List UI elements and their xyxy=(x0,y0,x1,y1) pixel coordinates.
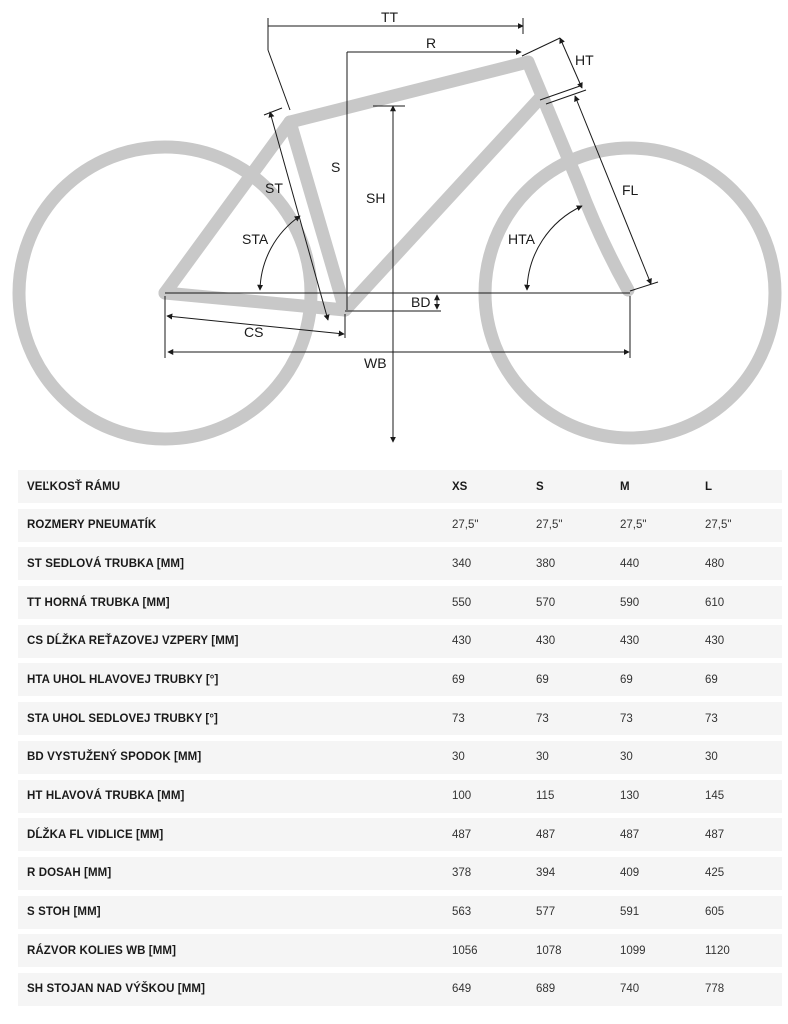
row-value: 30 xyxy=(705,751,718,764)
row-value: 430 xyxy=(536,635,556,648)
row-value: 69 xyxy=(620,673,633,686)
row-value: 487 xyxy=(452,828,472,841)
label-sh: SH xyxy=(366,190,386,206)
row-value: 430 xyxy=(452,635,472,648)
row-value: 740 xyxy=(620,983,640,996)
row-label: TT HORNÁ TRUBKA [MM] xyxy=(27,596,170,609)
row-value: 69 xyxy=(536,673,549,686)
row-value: 440 xyxy=(620,557,640,570)
row-value: 487 xyxy=(536,828,556,841)
row-value: 1120 xyxy=(705,944,730,957)
row-value: 649 xyxy=(452,983,472,996)
row-value: 591 xyxy=(620,906,640,919)
row-value: 487 xyxy=(620,828,640,841)
row-value: 73 xyxy=(705,712,718,725)
row-value: 73 xyxy=(620,712,633,725)
row-value: 27,5" xyxy=(536,519,563,532)
row-value: 563 xyxy=(452,906,472,919)
row-value: 378 xyxy=(452,867,472,880)
row-label: S STOH [MM] xyxy=(27,906,101,919)
size-header: M xyxy=(620,480,630,493)
size-header: L xyxy=(705,480,713,493)
table-row xyxy=(18,547,782,580)
row-value: 130 xyxy=(620,790,640,802)
table-row xyxy=(18,934,782,967)
row-value: 27,5" xyxy=(705,519,732,532)
row-label: BD VYSTUŽENÝ SPODOK [MM] xyxy=(27,751,202,764)
row-label: STA UHOL SEDLOVEJ TRUBKY [°] xyxy=(27,712,218,725)
row-value: 30 xyxy=(620,751,633,764)
row-value: 689 xyxy=(536,983,556,996)
table-row xyxy=(18,663,782,696)
table-row xyxy=(18,896,782,929)
header-label: VEĽKOSŤ RÁMU xyxy=(27,480,121,493)
row-label: DĹŽKA FL VIDLICE [MM] xyxy=(27,828,164,841)
row-value: 145 xyxy=(705,790,725,802)
label-ht: HT xyxy=(575,52,594,68)
label-wb: WB xyxy=(364,355,387,371)
table-row xyxy=(18,857,782,890)
row-label: RÁZVOR KOLIES WB [MM] xyxy=(27,944,177,957)
row-label: SH STOJAN NAD VÝŠKOU [MM] xyxy=(27,983,205,996)
label-sta: STA xyxy=(242,231,269,247)
row-value: 1078 xyxy=(536,944,562,957)
row-value: 550 xyxy=(452,596,472,609)
row-value: 778 xyxy=(705,983,725,996)
row-value: 73 xyxy=(452,712,465,725)
row-value: 590 xyxy=(620,596,640,609)
row-value: 115 xyxy=(536,790,555,802)
row-value: 380 xyxy=(536,557,556,570)
label-bd: BD xyxy=(411,294,431,310)
geometry-table xyxy=(18,470,782,1012)
row-label: R DOSAH [MM] xyxy=(27,867,112,880)
row-value: 30 xyxy=(536,751,549,764)
row-value: 100 xyxy=(452,790,472,802)
label-r: R xyxy=(426,35,437,51)
row-value: 605 xyxy=(705,906,725,919)
row-value: 610 xyxy=(705,596,725,609)
row-value: 480 xyxy=(705,557,725,570)
row-value: 570 xyxy=(536,596,556,609)
row-value: 27,5" xyxy=(620,519,647,532)
row-value: 1099 xyxy=(620,944,646,957)
row-label: ROZMERY PNEUMATÍK xyxy=(27,519,157,532)
table-row xyxy=(18,780,782,813)
table-header-row xyxy=(18,470,782,503)
row-value: 430 xyxy=(620,635,640,648)
label-fl: FL xyxy=(622,182,639,198)
row-value: 27,5" xyxy=(452,519,479,532)
label-hta: HTA xyxy=(508,231,535,247)
table-row xyxy=(18,818,782,851)
row-value: 577 xyxy=(536,906,556,919)
row-label: HTA UHOL HLAVOVEJ TRUBKY [°] xyxy=(27,673,219,686)
label-s: S xyxy=(331,159,341,175)
size-header: S xyxy=(536,480,544,493)
label-st: ST xyxy=(265,180,283,196)
bike-geometry-diagram xyxy=(0,0,788,460)
row-value: 69 xyxy=(705,673,718,686)
label-tt: TT xyxy=(381,9,399,25)
row-value: 425 xyxy=(705,867,725,880)
row-value: 394 xyxy=(536,867,556,880)
row-label: CS DĹŽKA REŤAZOVEJ VZPERY [MM] xyxy=(27,635,239,648)
label-cs: CS xyxy=(244,324,264,340)
table-row xyxy=(18,509,782,542)
row-value: 430 xyxy=(705,635,725,648)
table-row xyxy=(18,586,782,619)
table-row xyxy=(18,741,782,774)
table-row xyxy=(18,702,782,735)
table-row xyxy=(18,625,782,658)
row-value: 1056 xyxy=(452,944,478,957)
row-value: 69 xyxy=(452,673,465,686)
row-value: 30 xyxy=(452,751,465,764)
table-row xyxy=(18,973,782,1006)
row-value: 487 xyxy=(705,828,725,841)
row-value: 340 xyxy=(452,557,472,570)
row-label: HT HLAVOVÁ TRUBKA [MM] xyxy=(27,790,185,802)
row-value: 73 xyxy=(536,712,549,725)
row-value: 409 xyxy=(620,867,640,880)
row-label: ST SEDLOVÁ TRUBKA [MM] xyxy=(27,557,185,570)
size-header: XS xyxy=(452,480,468,493)
